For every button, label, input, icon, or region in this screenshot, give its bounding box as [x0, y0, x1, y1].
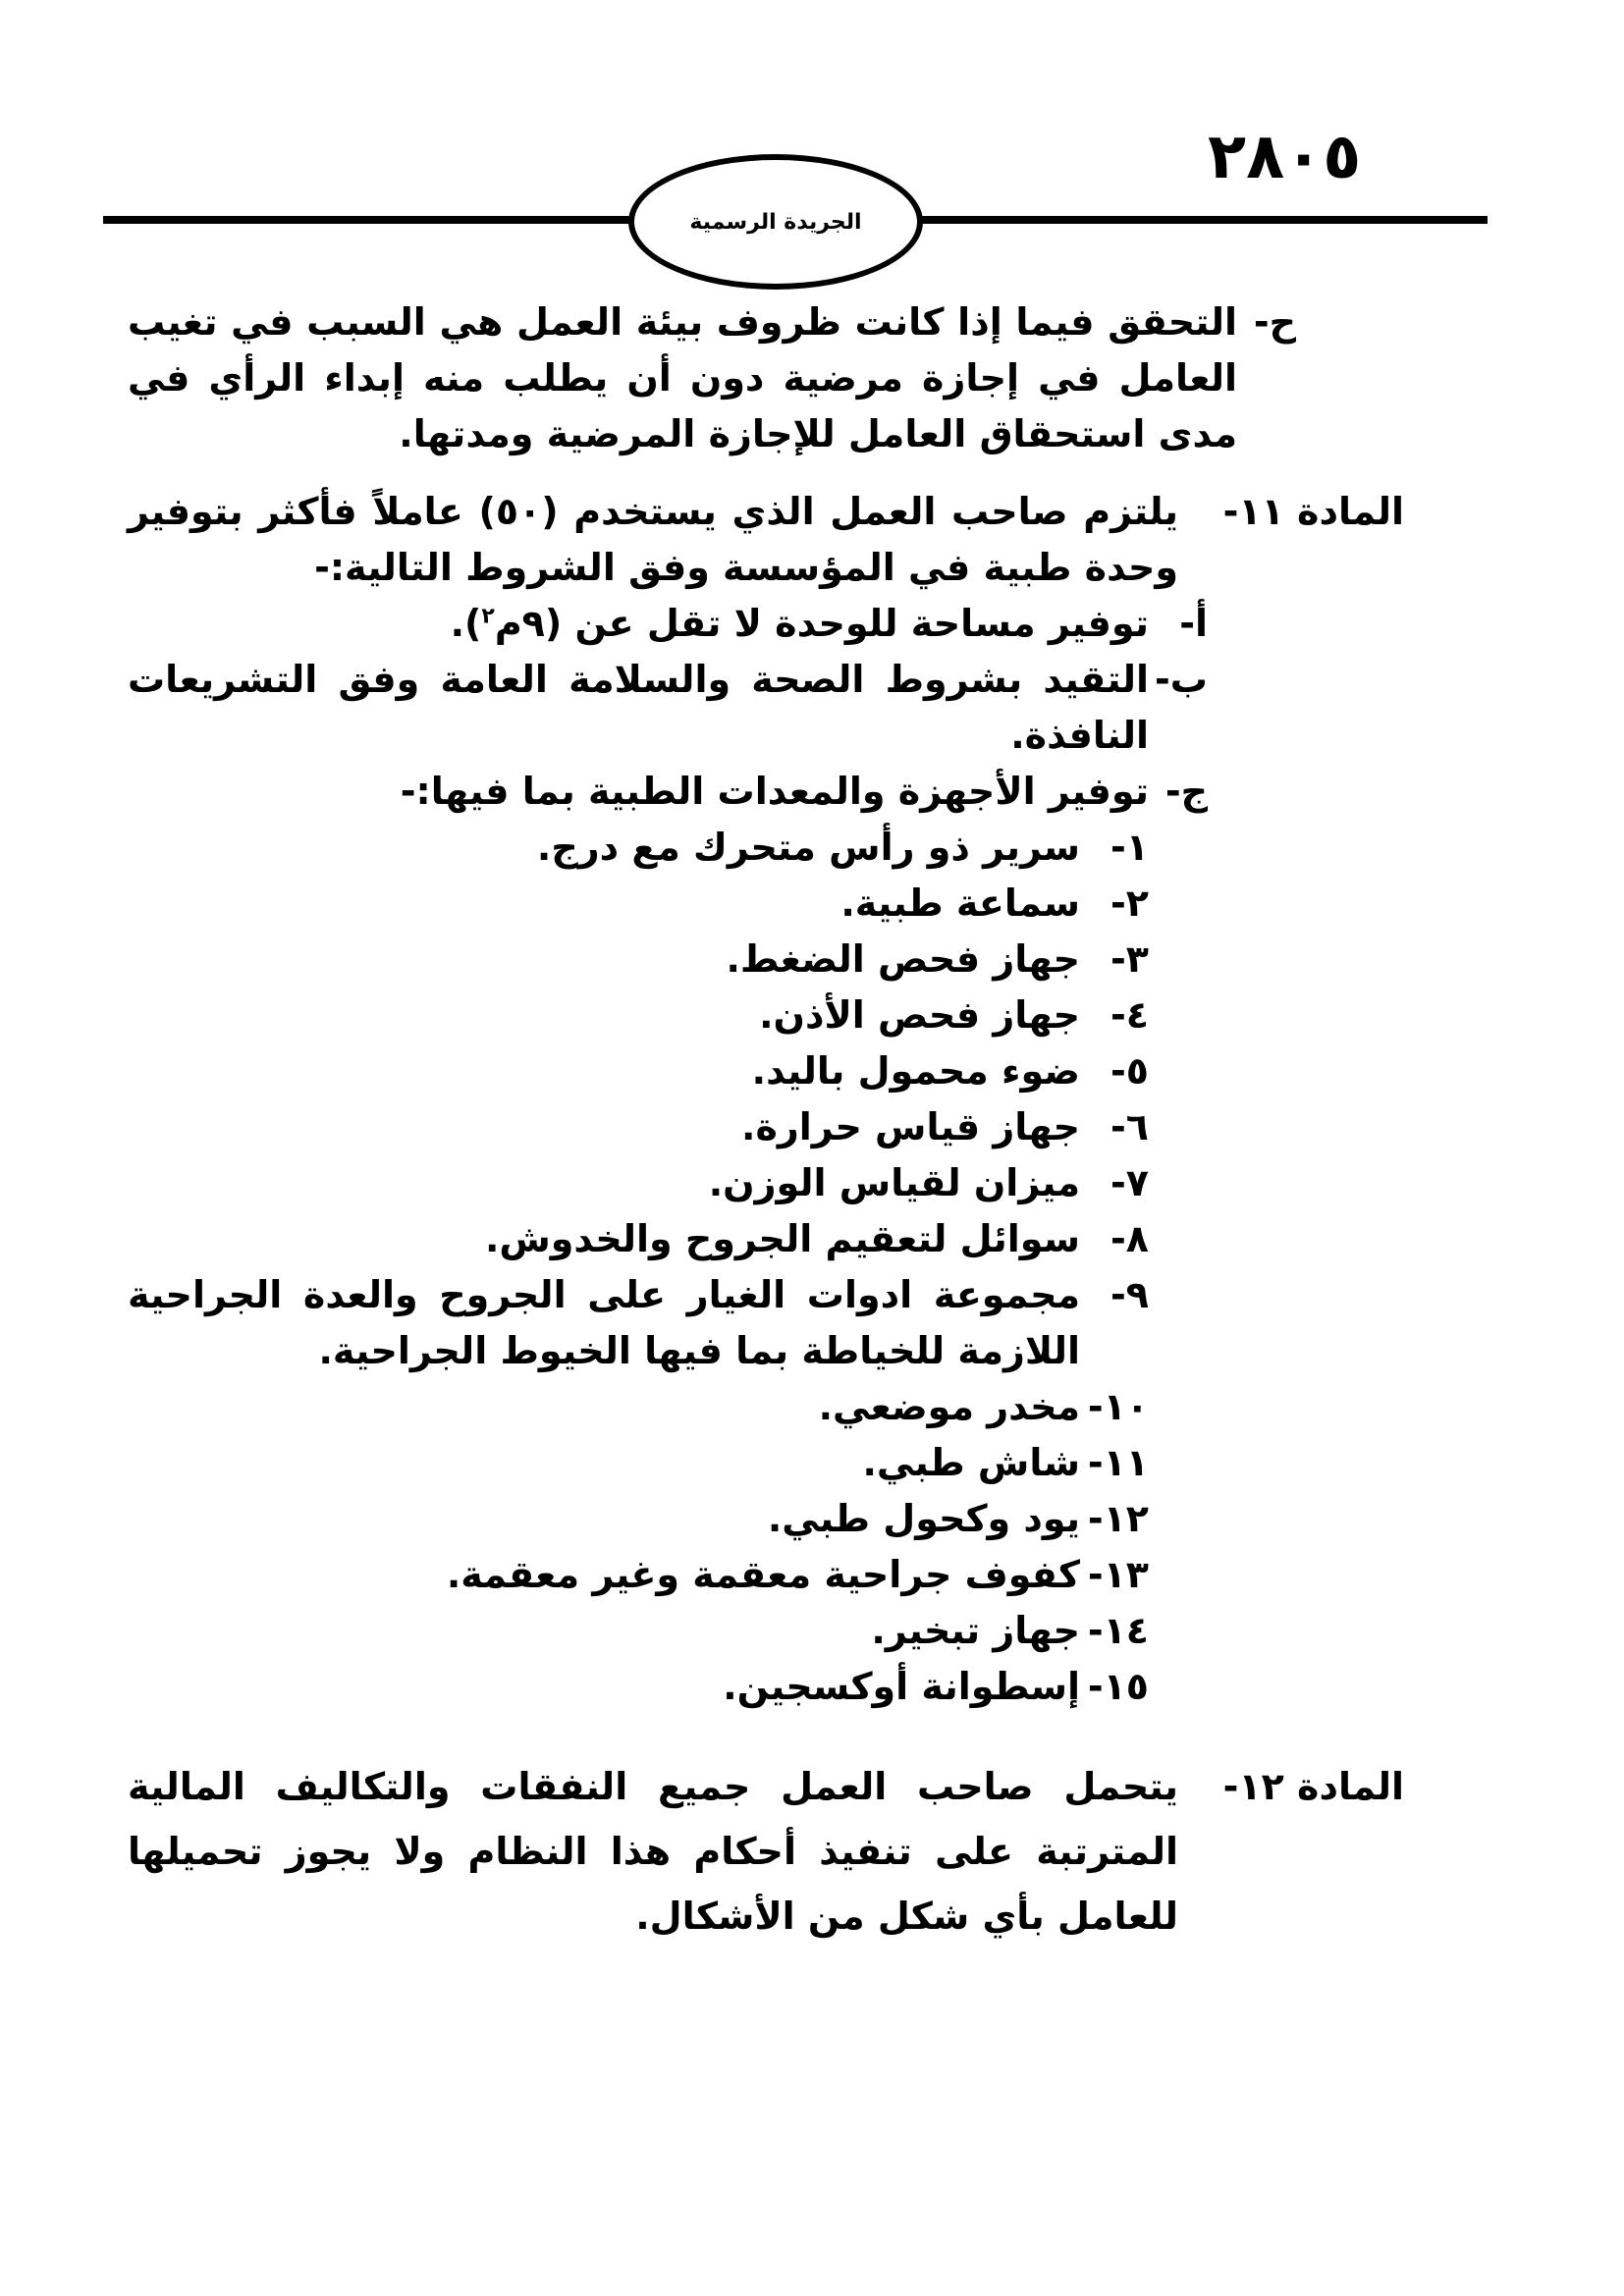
article-12-label: المادة ١٢- — [1222, 1765, 1404, 1808]
equipment-number: ١٥- — [1087, 1665, 1149, 1708]
equipment-number: ٢- — [1110, 881, 1149, 925]
equipment-number: ١٢- — [1087, 1497, 1149, 1540]
equipment-item — [128, 1267, 1149, 1379]
equipment-item — [128, 1379, 1149, 1435]
equipment-text: ضوء محمول باليد. — [751, 1049, 1080, 1093]
equipment-list — [128, 820, 1149, 1715]
article-11 — [128, 484, 1404, 596]
article-11-items — [128, 596, 1208, 820]
list-item — [128, 596, 1208, 652]
equipment-number: ١٣- — [1087, 1553, 1149, 1596]
equipment-number: ١- — [1110, 826, 1149, 869]
equipment-item — [128, 820, 1149, 876]
equipment-text: سماعة طبية. — [840, 881, 1080, 925]
superscript-two: ٢ — [481, 604, 495, 629]
equipment-number: ٩- — [1110, 1273, 1149, 1316]
equipment-item — [128, 876, 1149, 932]
item-label: ب- — [1155, 658, 1208, 701]
equipment-text: شاش طبي. — [862, 1441, 1080, 1484]
document-body — [128, 294, 1404, 1949]
section-h — [128, 294, 1296, 462]
equipment-number: ٥- — [1110, 1049, 1149, 1093]
equipment-number: ٣- — [1110, 937, 1149, 981]
equipment-item — [128, 1603, 1149, 1659]
equipment-text: كفوف جراحية معقمة وغير معقمة. — [446, 1553, 1080, 1596]
item-text: توفير الأجهزة والمعدات الطبية بما فيها:- — [400, 770, 1149, 813]
equipment-item — [128, 988, 1149, 1043]
equipment-item — [128, 1043, 1149, 1099]
equipment-item — [128, 1435, 1149, 1491]
equipment-text: مجموعة ادوات الغيار على الجروح والعدة الجراحية اللازمة للخياطة بما فيها الخيوط الجراحية. — [128, 1273, 1080, 1372]
article-12 — [128, 1754, 1404, 1949]
item-text: توفير مساحة للوحدة لا تقل عن (٩م$^٢$). — [450, 602, 1149, 645]
equipment-text: سوائل لتعقيم الجروح والخدوش. — [484, 1217, 1080, 1260]
equipment-number: ٧- — [1110, 1161, 1149, 1204]
gazette-title: الجريدة الرسمية — [689, 209, 862, 235]
list-item — [128, 764, 1208, 820]
equipment-text: مخدر موضعي. — [818, 1385, 1080, 1428]
list-item — [128, 652, 1208, 764]
equipment-text: جهاز قياس حرارة. — [741, 1105, 1080, 1148]
equipment-number: ٨- — [1110, 1217, 1149, 1260]
equipment-item — [128, 1155, 1149, 1211]
gazette-header-oval — [628, 154, 923, 290]
equipment-number: ١٠- — [1087, 1385, 1149, 1428]
equipment-item — [128, 1211, 1149, 1267]
section-h-label: ح- — [1253, 300, 1296, 344]
equipment-text: جهاز فحص الأذن. — [759, 993, 1080, 1037]
article-11-text: يلتزم صاحب العمل الذي يستخدم (٥٠) عاملاً فأكثر بتوفير وحدة طبية في المؤسسة وفق الشروط التالية:- — [128, 490, 1178, 589]
equipment-item — [128, 1099, 1149, 1155]
equipment-number: ١٤- — [1087, 1609, 1149, 1652]
article-11-label: المادة ١١- — [1222, 490, 1404, 533]
equipment-number: ٦- — [1110, 1105, 1149, 1148]
equipment-number: ١١- — [1087, 1441, 1149, 1484]
equipment-item — [128, 1547, 1149, 1603]
item-label: أ- — [1179, 602, 1208, 645]
equipment-text: جهاز تبخير. — [871, 1609, 1080, 1652]
equipment-text: سرير ذو رأس متحرك مع درج. — [536, 826, 1080, 869]
article-12-text: يتحمل صاحب العمل جميع النفقات والتكاليف المالية المترتبة على تنفيذ أحكام هذا النظام ولا يجوز تحميلها للعامل بأي شكل من الأشكال. — [128, 1765, 1178, 1938]
equipment-item — [128, 1491, 1149, 1547]
equipment-text: ميزان لقياس الوزن. — [708, 1161, 1080, 1204]
equipment-text: يود وكحول طبي. — [767, 1497, 1080, 1540]
equipment-text: جهاز فحص الضغط. — [726, 937, 1080, 981]
item-label: ج- — [1164, 770, 1208, 813]
item-text: التقيد بشروط الصحة والسلامة العامة وفق التشريعات النافذة. — [128, 658, 1149, 757]
equipment-item — [128, 1659, 1149, 1715]
equipment-text: إسطوانة أوكسجين. — [723, 1665, 1080, 1708]
section-h-text: التحقق فيما إذا كانت ظروف بيئة العمل هي السبب في تغيب العامل في إجازة مرضية دون أن يطلب منه إبداء الرأي في مدى استحقاق العامل للإجازة المرضية ومدتها. — [128, 300, 1237, 455]
equipment-number: ٤- — [1110, 993, 1149, 1037]
page-number: ٢٨٠٥ — [1208, 121, 1362, 193]
equipment-item — [128, 932, 1149, 988]
